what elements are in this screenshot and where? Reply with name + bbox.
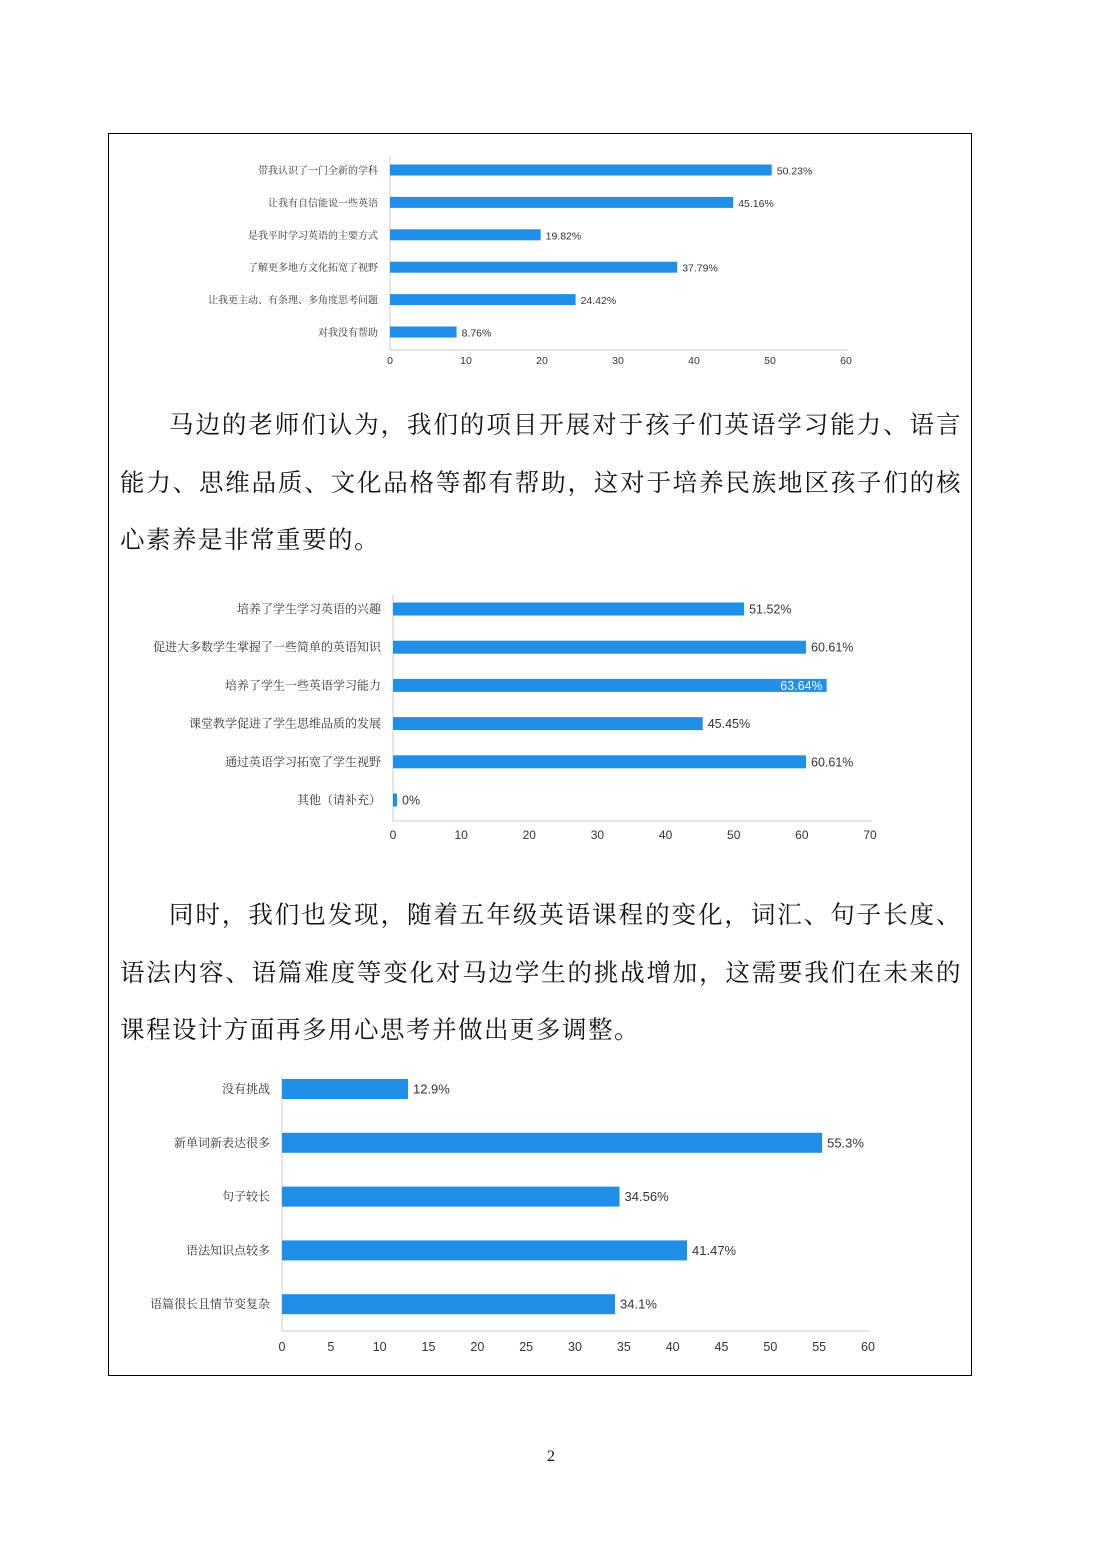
x-tick-label: 15 — [421, 1340, 436, 1354]
data-label: 45.45% — [707, 717, 751, 732]
bar — [282, 1240, 687, 1260]
data-label: 37.79% — [682, 262, 718, 275]
category-label: 促进大多数学生掌握了一些简单的英语知识 — [152, 640, 381, 655]
category-label: 课堂教学促进了学生思维品质的发展 — [188, 716, 381, 731]
paragraph-teacher-view: 马边的老师们认为，我们的项目开展对于孩子们英语学习能力、语言能力、思维品质、文化品格等都有帮助，这对于培养民族地区孩子们的核心素养是非常重要的。 — [120, 410, 962, 554]
x-tick-label: 30 — [590, 828, 605, 842]
bar — [282, 1079, 408, 1099]
chart-challenges — [110, 1065, 970, 1365]
category-label: 没有挑战 — [221, 1082, 270, 1096]
data-label: 60.61% — [811, 640, 854, 655]
category-label: 句子较长 — [221, 1189, 270, 1204]
bar — [390, 262, 677, 273]
category-label: 培养了学生一些英语学习能力 — [224, 678, 381, 693]
x-tick-label: 20 — [536, 355, 548, 367]
category-label: 让我更主动、有条理、多角度思考问题 — [208, 295, 378, 307]
bar — [393, 679, 827, 692]
data-label: 63.64% — [780, 678, 823, 693]
chart-teacher-assessment — [110, 585, 970, 855]
data-label: 34.56% — [624, 1189, 669, 1205]
x-tick-label: 50 — [727, 828, 741, 842]
x-tick-label: 60 — [840, 355, 852, 367]
category-label: 语篇很长且情节变复杂 — [149, 1297, 270, 1312]
x-tick-label: 40 — [688, 355, 700, 367]
data-label: 50.23% — [776, 165, 813, 178]
x-tick-label: 50 — [763, 1340, 778, 1354]
category-label: 其他（请补充） — [296, 793, 381, 807]
x-tick-label: 0 — [387, 355, 393, 367]
x-tick-label: 10 — [460, 355, 472, 367]
page-number: 2 — [547, 1448, 555, 1465]
data-label: 45.16% — [738, 197, 774, 210]
category-label: 让我有自信能说一些英语 — [268, 198, 378, 210]
bar — [393, 717, 703, 730]
x-tick-label: 20 — [470, 1340, 485, 1354]
chart-course-impact — [110, 150, 970, 380]
x-tick-label: 30 — [612, 355, 624, 367]
bar — [282, 1294, 615, 1314]
x-tick-label: 10 — [372, 1340, 387, 1354]
x-tick-label: 50 — [764, 355, 776, 367]
paragraph-challenges: 同时，我们也发现，随着五年级英语课程的变化，词汇、句子长度、语法内容、语篇难度等变化对马边学生的挑战增加，这需要我们在未来的课程设计方面再多用心思考并做出更多调整。 — [120, 900, 962, 1044]
x-tick-label: 60 — [861, 1340, 875, 1354]
bar — [393, 641, 806, 654]
category-label: 新单词新表达很多 — [173, 1135, 270, 1150]
data-label: 19.82% — [545, 230, 582, 243]
data-label: 34.1% — [620, 1296, 657, 1312]
x-tick-label: 25 — [519, 1340, 534, 1354]
bar — [390, 294, 576, 305]
x-tick-label: 40 — [665, 1340, 680, 1354]
x-tick-label: 60 — [795, 828, 809, 842]
x-tick-label: 40 — [658, 828, 673, 842]
bar — [393, 603, 744, 616]
x-tick-label: 45 — [714, 1340, 729, 1354]
data-label: 51.52% — [749, 602, 792, 617]
bar — [390, 165, 772, 176]
category-label: 培养了学生学习英语的兴趣 — [236, 602, 381, 616]
category-label: 语法知识点较多 — [185, 1243, 270, 1258]
data-label: 24.42% — [580, 295, 617, 308]
bar — [390, 327, 457, 338]
x-tick-label: 20 — [522, 828, 536, 842]
bar — [390, 229, 541, 240]
bar — [282, 1187, 620, 1207]
x-tick-label: 70 — [863, 828, 877, 842]
x-tick-label: 55 — [812, 1340, 827, 1354]
bar — [393, 755, 806, 768]
x-tick-label: 0 — [389, 828, 397, 842]
category-label: 通过英语学习拓宽了学生视野 — [224, 754, 381, 769]
category-label: 了解更多地方文化拓宽了视野 — [248, 263, 378, 275]
data-label: 60.61% — [811, 755, 854, 770]
data-label: 55.3% — [827, 1135, 864, 1151]
data-label: 8.76% — [461, 327, 492, 340]
category-label: 带我认识了一门全新的学科 — [258, 166, 378, 177]
category-label: 是我平时学习英语的主要方式 — [248, 230, 378, 242]
data-label: 0% — [402, 793, 421, 808]
bar — [390, 197, 733, 208]
x-tick-label: 0 — [278, 1340, 286, 1354]
bar — [282, 1133, 822, 1153]
x-tick-label: 30 — [568, 1340, 582, 1354]
category-label: 对我没有帮助 — [318, 328, 378, 339]
data-label: 12.9% — [412, 1081, 450, 1097]
x-tick-label: 10 — [454, 828, 468, 842]
x-tick-label: 35 — [616, 1340, 631, 1354]
data-label: 41.47% — [692, 1242, 737, 1258]
x-tick-label: 5 — [327, 1340, 335, 1354]
bar — [393, 794, 397, 807]
